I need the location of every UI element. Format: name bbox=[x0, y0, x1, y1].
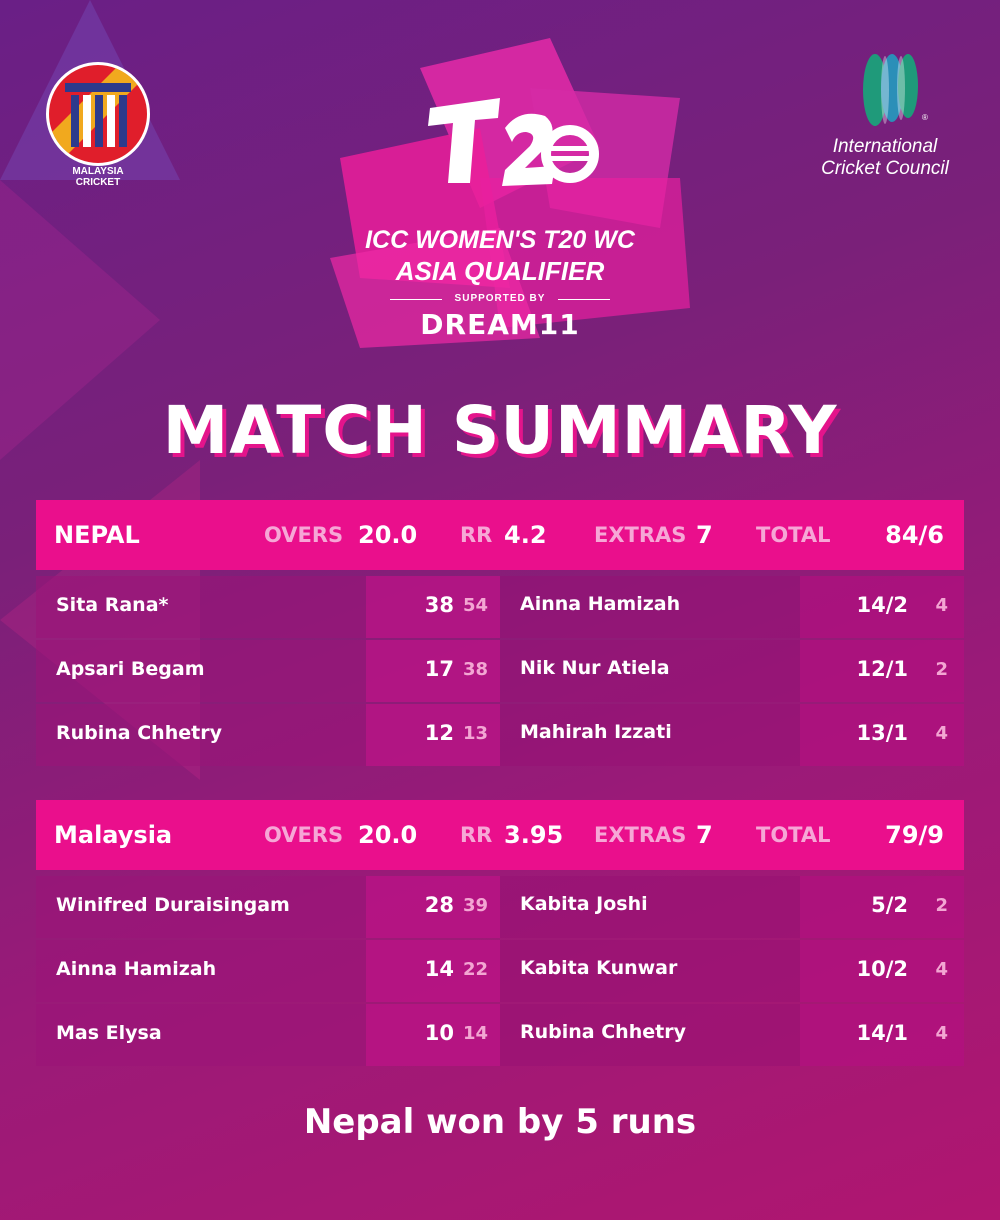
batter-balls: 22 bbox=[462, 959, 488, 980]
bowler-figures bbox=[800, 576, 964, 638]
bowler-figures bbox=[800, 640, 964, 702]
batter-name: Sita Rana* bbox=[56, 594, 169, 616]
bowler-name: Mahirah Izzati bbox=[520, 721, 672, 743]
rr-value: 4.2 bbox=[504, 521, 547, 549]
overs-value: 20.0 bbox=[358, 521, 418, 549]
bowler-name: Ainna Hamizah bbox=[520, 593, 681, 615]
batter-balls: 13 bbox=[462, 723, 488, 744]
overs-label: OVERS bbox=[264, 823, 344, 847]
total-label: TOTAL bbox=[756, 523, 831, 547]
bowler-overs: 4 bbox=[935, 1023, 948, 1044]
bowler-name: Rubina Chhetry bbox=[520, 1021, 686, 1043]
supported-by-label: SUPPORTED BY bbox=[390, 293, 610, 304]
batting-row bbox=[36, 1004, 500, 1066]
bowler-overs: 4 bbox=[935, 723, 948, 744]
icc-text-line: International bbox=[832, 136, 938, 157]
icc-logo bbox=[810, 48, 960, 188]
bowling-list bbox=[500, 576, 964, 768]
bowler-figures bbox=[800, 704, 964, 766]
bowler-name: Kabita Kunwar bbox=[520, 957, 678, 979]
icc-globe-icon bbox=[810, 48, 960, 133]
bowling-list bbox=[500, 876, 964, 1068]
batting-row bbox=[36, 576, 500, 638]
batter-name: Rubina Chhetry bbox=[56, 722, 222, 744]
bowler-runs-wickets: 5/2 bbox=[871, 893, 908, 917]
icc-wordmark bbox=[810, 136, 960, 180]
bowler-figures bbox=[800, 876, 964, 938]
batter-balls: 14 bbox=[462, 1023, 488, 1044]
extras-label: EXTRAS bbox=[594, 523, 687, 547]
batter-runs: 10 bbox=[424, 1021, 454, 1045]
batter-figures bbox=[366, 940, 500, 1002]
extras-label: EXTRAS bbox=[594, 823, 687, 847]
bowler-figures bbox=[800, 940, 964, 1002]
batter-runs: 12 bbox=[424, 721, 454, 745]
batter-figures bbox=[366, 576, 500, 638]
event-title-line2: ASIA QUALIFIER bbox=[395, 256, 605, 286]
bowling-row bbox=[500, 576, 964, 638]
innings-header bbox=[36, 500, 964, 570]
page-title: MATCH SUMMARY bbox=[162, 392, 838, 469]
event-emblem bbox=[300, 28, 700, 358]
bowler-runs-wickets: 12/1 bbox=[856, 657, 908, 681]
rr-label: RR bbox=[460, 823, 493, 847]
batter-runs: 38 bbox=[424, 593, 454, 617]
bowler-runs-wickets: 10/2 bbox=[856, 957, 908, 981]
team-name: Malaysia bbox=[54, 821, 173, 849]
stats-grid bbox=[36, 876, 964, 1068]
team-name: NEPAL bbox=[54, 521, 140, 549]
batter-balls: 38 bbox=[462, 659, 488, 680]
bowler-overs: 2 bbox=[935, 659, 948, 680]
batter-figures bbox=[366, 640, 500, 702]
bowling-row bbox=[500, 940, 964, 1002]
bowling-row bbox=[500, 640, 964, 702]
innings-header bbox=[36, 800, 964, 870]
malaysia-cricket-logo bbox=[46, 62, 154, 188]
overs-label: OVERS bbox=[264, 523, 344, 547]
bowling-row bbox=[500, 1004, 964, 1066]
match-result: Nepal won by 5 runs bbox=[303, 1102, 697, 1142]
bowler-runs-wickets: 14/2 bbox=[856, 593, 908, 617]
batter-balls: 54 bbox=[462, 595, 488, 616]
logo-text-line: MALAYSIA bbox=[72, 166, 124, 177]
batting-list bbox=[36, 876, 500, 1068]
bowler-runs-wickets: 14/1 bbox=[856, 1021, 908, 1045]
icc-text-line: Cricket Council bbox=[821, 158, 949, 179]
batter-name: Apsari Begam bbox=[56, 658, 205, 680]
bowling-row bbox=[500, 876, 964, 938]
batter-name: Ainna Hamizah bbox=[56, 958, 217, 980]
batting-list bbox=[36, 576, 500, 768]
batter-name: Winifred Duraisingam bbox=[56, 894, 290, 916]
batter-runs: 28 bbox=[424, 893, 454, 917]
bowler-overs: 4 bbox=[935, 959, 948, 980]
batter-figures bbox=[366, 704, 500, 766]
bowling-row bbox=[500, 704, 964, 766]
batting-row bbox=[36, 940, 500, 1002]
innings-card-nepal bbox=[36, 500, 964, 768]
bowler-name: Kabita Joshi bbox=[520, 893, 648, 915]
batting-row bbox=[36, 640, 500, 702]
bowler-name: Nik Nur Atiela bbox=[520, 657, 670, 679]
overs-value: 20.0 bbox=[358, 821, 418, 849]
total-label: TOTAL bbox=[756, 823, 831, 847]
event-title-line1: ICC WOMEN'S T20 WC bbox=[365, 226, 635, 254]
batter-runs: 17 bbox=[424, 657, 454, 681]
bowler-overs: 2 bbox=[935, 895, 948, 916]
extras-value: 7 bbox=[696, 521, 713, 549]
malaysia-cricket-wordmark bbox=[46, 166, 150, 188]
total-value: 79/9 bbox=[885, 821, 944, 849]
bowler-figures bbox=[800, 1004, 964, 1066]
batting-row bbox=[36, 704, 500, 766]
sponsor-logo: DREAM11 bbox=[420, 308, 580, 341]
logo-text-line: CRICKET bbox=[75, 177, 121, 188]
rr-value: 3.95 bbox=[504, 821, 564, 849]
batting-row bbox=[36, 876, 500, 938]
malaysia-cricket-emblem bbox=[46, 62, 150, 166]
batter-runs: 14 bbox=[424, 957, 454, 981]
batter-figures bbox=[366, 1004, 500, 1066]
bowler-overs: 4 bbox=[935, 595, 948, 616]
batter-balls: 39 bbox=[462, 895, 488, 916]
bowler-runs-wickets: 13/1 bbox=[856, 721, 908, 745]
batter-figures bbox=[366, 876, 500, 938]
svg-text:®: ® bbox=[922, 113, 928, 122]
total-value: 84/6 bbox=[885, 521, 944, 549]
rr-label: RR bbox=[460, 523, 493, 547]
batter-name: Mas Elysa bbox=[56, 1022, 162, 1044]
innings-card-malaysia bbox=[36, 800, 964, 1068]
extras-value: 7 bbox=[696, 821, 713, 849]
stats-grid bbox=[36, 576, 964, 768]
